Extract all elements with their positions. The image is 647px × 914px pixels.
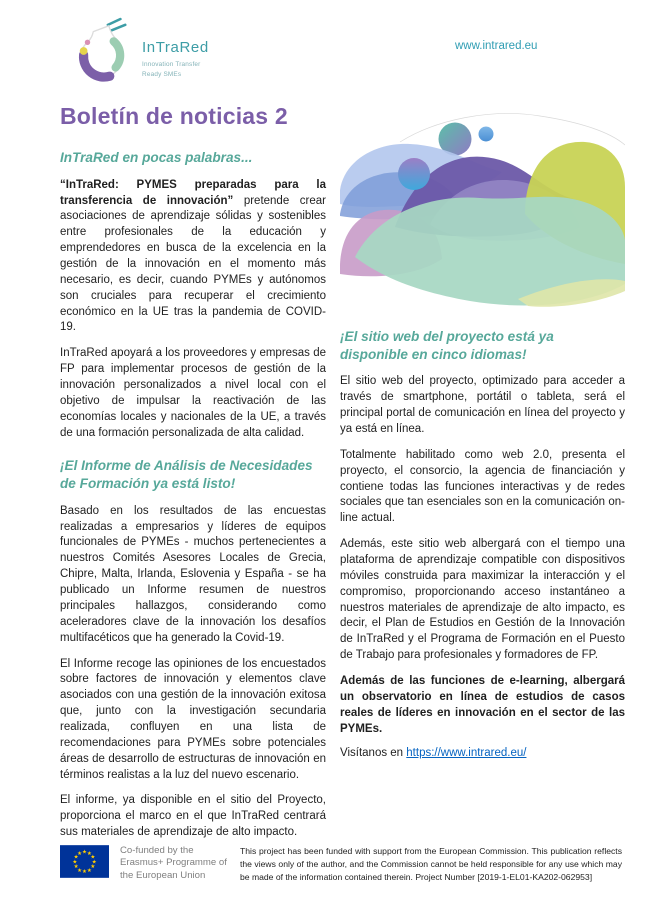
paragraph-project-summary	[60, 178, 326, 337]
paragraph-report-available: El informe, ya disponible en el sitio del Proyecto, proporciona el marco en el que InTraRed centrará sus materiales de aprendizaje de alto impacto.	[60, 794, 326, 839]
svg-text:★: ★	[77, 850, 83, 857]
paragraph-observatory: Además de las funciones de e-learning, albergará un observatorio en línea de estudios de casos reales de líderes en innovación en el sector de las PYMEs.	[340, 674, 625, 735]
section-heading-website-live: ¡El sitio web del proyecto está ya disponible en cinco idiomas!	[340, 329, 554, 362]
svg-text:★: ★	[73, 854, 79, 861]
svg-text:★: ★	[82, 849, 87, 856]
project-name-quote: “InTraRed: PYMES preparadas para la transferencia de innovación”	[60, 178, 326, 207]
page-title: Boletín de noticias 2	[60, 103, 288, 129]
svg-text:★: ★	[72, 859, 78, 866]
logo-subtitle: Innovation Transfer Ready SMEs	[142, 61, 201, 78]
logo-name: InTraRed	[142, 39, 209, 57]
footer	[60, 845, 622, 884]
section-heading-report-ready: ¡El Informe de Análisis de Necesidades de Formación ya está listo!	[60, 458, 313, 492]
erasmus-cofunded-label: Co-funded by the Erasmus+ Programme of the European Union	[120, 845, 227, 881]
paragraph-website-optimized: El sitio web del proyecto, optimizado para acceder a través de smartphone, portátil o tableta, será el principal portal de comunicación en línea del proyecto y ya está en línea.	[340, 375, 625, 435]
paragraph-report-opinions: El Informe recoge las opiniones de los encuestados sobre factores de innovación y elementos clave asociados con una gestión de la innovación exitosa que, junto con la investigación secundaria realizada, confluyen en una lista de recomendaciones para PYMEs sobre potenciales áreas de desarrollo de estructuras de innovación en términos realistas a la luz del nuevo escenario.	[60, 657, 326, 781]
eu-flag-icon	[60, 845, 109, 878]
paragraph-learning-platform: Además, este sitio web albergará con el tiempo una plataforma de aprendizaje compatible con dispositivos móviles construida para maximizar la interacción y el compromiso, proporcionando acceso instantáneo a nuestros materiales de aprendizaje de alto impacto, es decir, el Plan de Estudios en Gestión de la Innovación de InTraRed y el Programa de Formación en el Puesto de Trabajo para profesionales y formadores de FP.	[340, 538, 625, 662]
right-column	[340, 112, 625, 759]
left-column	[60, 149, 326, 851]
paragraph-web20: Totalmente habilitado como web 2.0, presenta el proyecto, el consorcio, la agencia de financiación y contiene todas las funciones interactivas y de redes sociales que tan esenciales son en la comunicación on-line actual.	[340, 448, 625, 525]
section-heading-in-few-words: InTraRed en pocas palabras...	[60, 150, 253, 165]
svg-text:★: ★	[86, 867, 92, 874]
abstract-waves-illustration	[340, 112, 625, 317]
lightbulb-logo-icon	[72, 12, 134, 90]
svg-text:★: ★	[91, 859, 97, 866]
svg-text:★: ★	[77, 867, 83, 874]
svg-text:★: ★	[73, 864, 79, 871]
paragraph-survey-results: Basado en los resultados de las encuestas realizadas a empresarios y líderes de equipos funcionales de PYMEs - muchos pertenecientes a nuestros Comités Asesores Locales de Grecia, Chipre, Malta, Irlanda, Eslovenia y España - se ha publicado un Informe resumen de nuestros principales hallazgos, considerando como aceleradores clave de la innovación los desafíos multifacéticos que ha generado la Covid-19.	[60, 504, 326, 644]
funding-disclaimer: This project has been funded with support from the European Commission. This publication reflects the views only of the author, and the Commission cannot be held responsible for any use which may be made of the information contained therein. Project Number [2019-1-EL01-KA202-062953]	[240, 846, 622, 882]
paragraph-support-providers: InTraRed apoyará a los proveedores y empresas de FP para implementar procesos de gestión de la innovación personalizados a nivel local con el objetivo de impulsar la reactivación de las economías locales y nacionales de la UE, a través de una formación personalizada de alta calidad.	[60, 347, 326, 439]
svg-text:★: ★	[90, 854, 96, 861]
paragraph-project-summary-text: pretende crear asociaciones de aprendizaje sólidas y sostenibles entre profesionales de la educación y emprendedores en busca de la excelencia en la gestión de la innovación en el momento más necesario, es decir, cuando PYMEs y autónomos son cruciales para recuperar el crecimiento económico en la UE tras la pandemia de COVID-19.	[60, 194, 326, 334]
svg-text:★: ★	[82, 869, 87, 876]
intrared-site-hyperlink[interactable]: https://www.intrared.eu/	[406, 747, 527, 760]
visit-us-line	[340, 747, 625, 759]
svg-text:★: ★	[90, 864, 96, 871]
svg-text:★: ★	[86, 850, 92, 857]
logo-text	[142, 23, 214, 79]
intrared-logo	[72, 12, 214, 90]
visit-us-text: Visítanos en	[340, 747, 407, 760]
website-url-link[interactable]: www.intrared.eu	[455, 40, 538, 52]
